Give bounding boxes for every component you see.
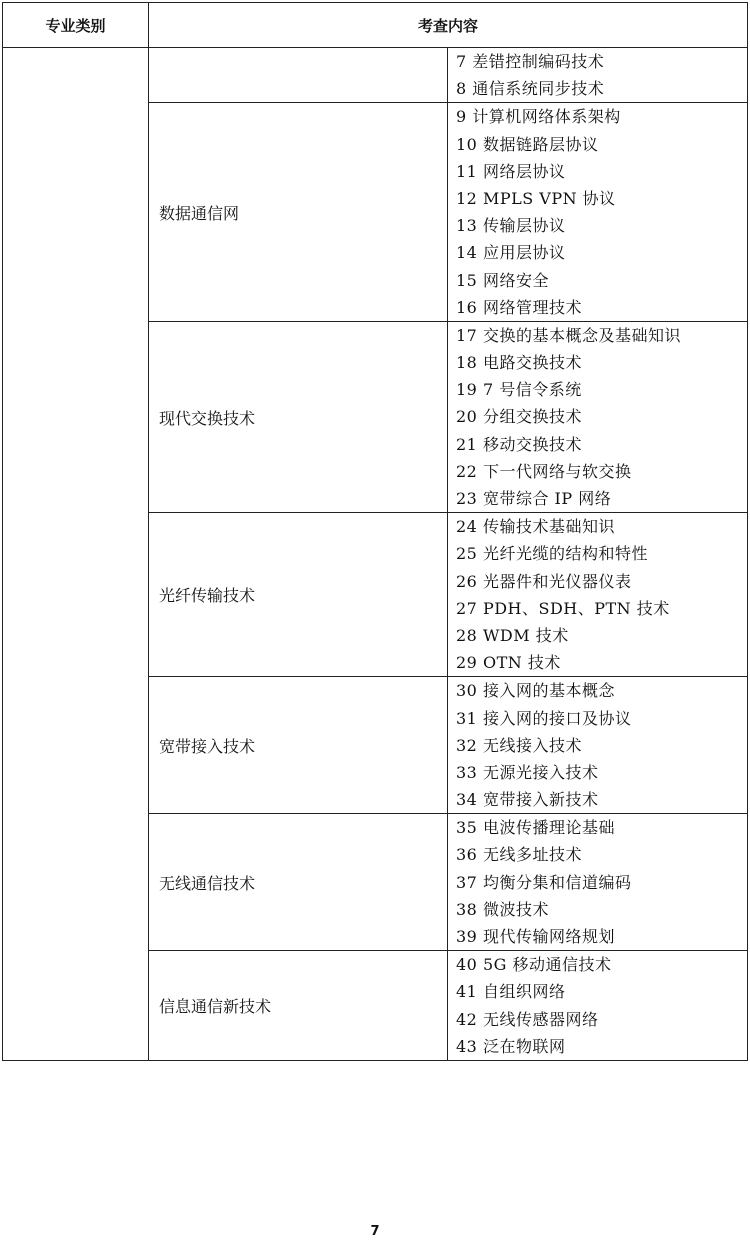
topic-item: 7 差错控制编码技术 [456,52,605,71]
topic-item: 42 无线传感器网络 [456,1009,599,1029]
topic-item: 27 PDH、SDH、PTN 技术 [456,598,670,618]
subject-category: 数据通信网 [149,103,448,322]
topic-list [448,677,748,814]
topic-item: 38 微波技术 [456,899,549,919]
topic-item: 14 应用层协议 [456,243,566,263]
topic-item: 31 接入网的接口及协议 [456,708,632,728]
table-row [3,48,748,103]
topic-list [448,103,748,322]
topic-item: 11 网络层协议 [456,161,566,181]
topic-item: 40 5G 移动通信技术 [456,955,612,975]
topic-item: 8 通信系统同步技术 [456,79,605,99]
page-number: 7 [370,1224,380,1239]
topic-item: 43 泛在物联网 [456,1036,566,1056]
topic-item: 12 MPLS VPN 协议 [456,188,616,208]
topic-item: 22 下一代网络与软交换 [456,461,632,481]
header-content: 考查内容 [149,3,748,48]
topic-item: 21 移动交换技术 [456,434,582,454]
topic-item: 25 光纤光缆的结构和特性 [456,544,648,564]
topic-item: 32 无线接入技术 [456,735,582,755]
topic-list [448,321,748,512]
topic-list [448,48,748,103]
table-header-row [3,3,748,48]
topic-item: 24 传输技术基础知识 [456,517,615,537]
topic-list [448,814,748,951]
topic-item: 10 数据链路层协议 [456,134,599,154]
exam-content-table [2,2,748,1061]
topic-item: 23 宽带综合 IP 网络 [456,489,612,508]
topic-item: 30 接入网的基本概念 [456,681,615,701]
topic-item: 34 宽带接入新技术 [456,790,599,810]
topic-item: 35 电波传播理论基础 [456,818,615,838]
topic-item: 36 无线多址技术 [456,845,582,865]
topic-item: 18 电路交换技术 [456,353,582,373]
topic-item: 39 现代传输网络规划 [456,927,615,946]
subject-category: 无线通信技术 [149,814,448,951]
topic-item: 17 交换的基本概念及基础知识 [456,325,681,345]
topic-item: 16 网络管理技术 [456,297,582,317]
topic-item: 15 网络安全 [456,270,549,290]
subject-category: 光纤传输技术 [149,513,448,677]
subject-category [149,48,448,103]
subject-category: 信息通信新技术 [149,951,448,1061]
topic-item: 33 无源光接入技术 [456,762,599,782]
header-category: 专业类别 [3,3,149,48]
topic-item: 13 传输层协议 [456,216,566,236]
topic-item: 9 计算机网络体系架构 [456,107,621,127]
topic-item: 29 OTN 技术 [456,653,561,673]
topic-item: 26 光器件和光仪器仪表 [456,571,632,591]
topic-list [448,951,748,1061]
subject-category: 现代交换技术 [149,321,448,512]
major-category-cell [3,48,149,1061]
topic-item: 20 分组交换技术 [456,407,582,427]
topic-list [448,513,748,677]
topic-item: 41 自组织网络 [456,982,566,1002]
topic-item: 28 WDM 技术 [456,625,569,645]
topic-item: 19 7 号信令系统 [456,380,582,400]
topic-item: 37 均衡分集和信道编码 [456,872,632,892]
subject-category: 宽带接入技术 [149,677,448,814]
